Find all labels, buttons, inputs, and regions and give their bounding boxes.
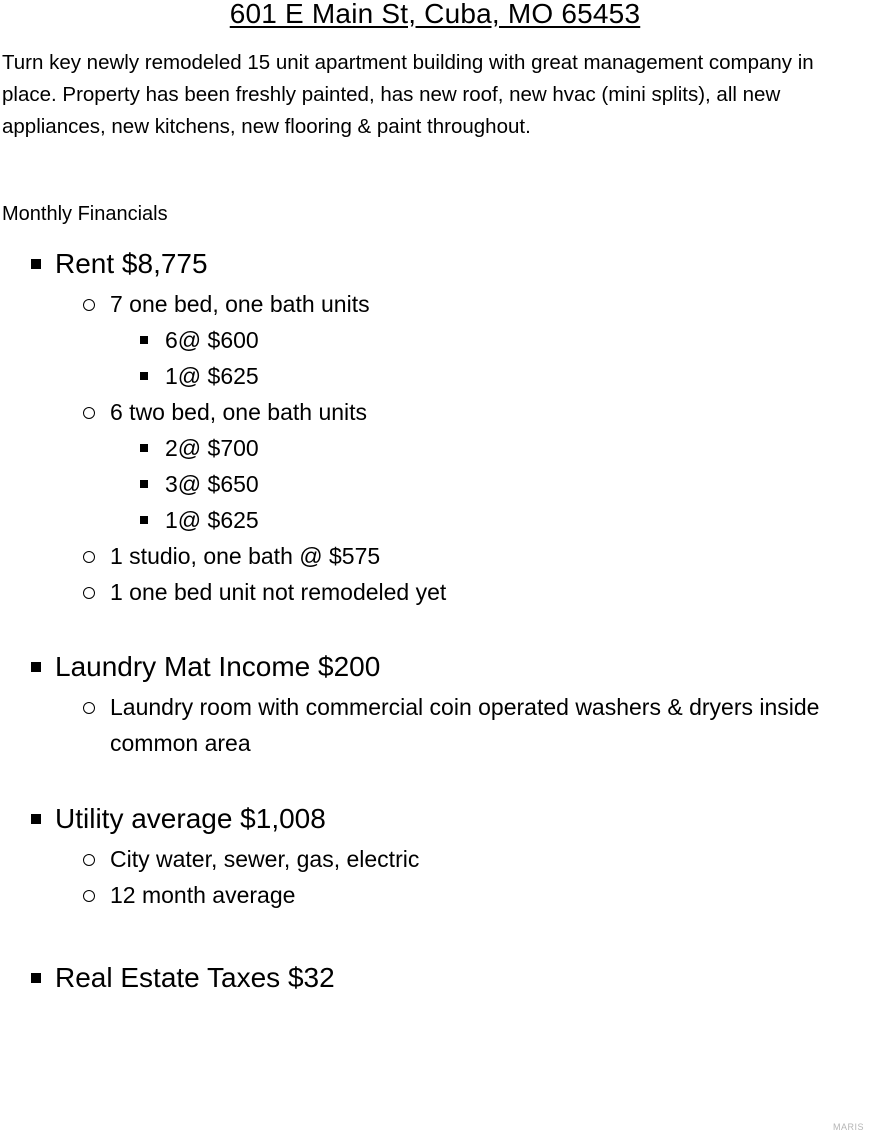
one-bed-price: 6@ $600 — [165, 327, 259, 353]
one-bed-label: 7 one bed, one bath units — [110, 291, 370, 317]
section-heading-monthly-financials: Monthly Financials — [2, 203, 168, 225]
square-bullet-icon — [31, 662, 41, 672]
square-bullet-icon — [31, 814, 41, 824]
utility-detail: City water, sewer, gas, electric — [110, 846, 420, 872]
taxes-label: Real Estate Taxes $32 — [55, 962, 335, 993]
circle-bullet-icon — [83, 551, 95, 563]
square-bullet-icon — [140, 480, 148, 488]
two-bed-price: 3@ $650 — [165, 471, 259, 497]
laundry-detail: Laundry room with commercial coin operated washers & dryers inside common area — [110, 694, 820, 756]
square-bullet-icon — [140, 372, 148, 380]
studio-label: 1 studio, one bath @ $575 — [110, 543, 381, 569]
circle-bullet-icon — [83, 587, 95, 599]
square-bullet-icon — [140, 336, 148, 344]
laundry-label: Laundry Mat Income $200 — [55, 651, 381, 682]
watermark: MARIS — [832, 1122, 864, 1132]
utility-detail: 12 month average — [110, 882, 296, 908]
circle-bullet-icon — [83, 890, 95, 902]
circle-bullet-icon — [83, 407, 95, 419]
rent-label: Rent $8,775 — [55, 248, 208, 279]
utility-label: Utility average $1,008 — [55, 803, 326, 834]
page-title: 601 E Main St, Cuba, MO 65453 — [229, 0, 641, 29]
square-bullet-icon — [140, 516, 148, 524]
square-bullet-icon — [31, 973, 41, 983]
two-bed-label: 6 two bed, one bath units — [110, 399, 368, 425]
square-bullet-icon — [31, 259, 41, 269]
square-bullet-icon — [140, 444, 148, 452]
circle-bullet-icon — [83, 854, 95, 866]
circle-bullet-icon — [83, 299, 95, 311]
not-remodeled-label: 1 one bed unit not remodeled yet — [110, 579, 447, 605]
two-bed-price: 2@ $700 — [165, 435, 259, 461]
one-bed-price: 1@ $625 — [165, 363, 259, 389]
two-bed-price: 1@ $625 — [165, 507, 259, 533]
property-description: Turn key newly remodeled 15 unit apartment building with great management company in place. Property has been freshly painted, has new roof, new hvac (mini splits), all new appliances, new kitchens, new flooring & paint throughout. — [2, 51, 814, 138]
circle-bullet-icon — [83, 702, 95, 714]
